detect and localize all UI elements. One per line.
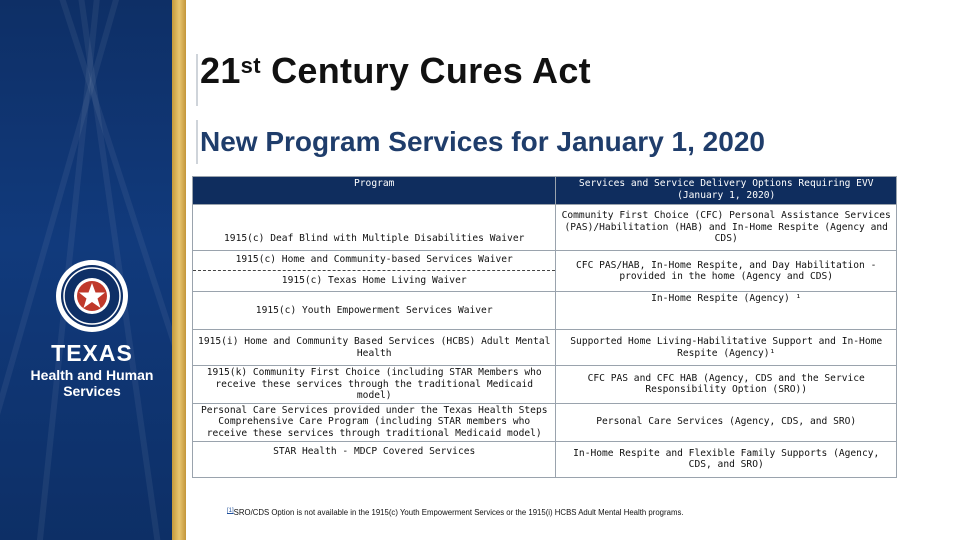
texas-seal-icon [54, 258, 130, 334]
program-cell: 1915(i) Home and Community Based Services (HCBS) Adult Mental Health [193, 330, 556, 366]
hhs-logo [22, 258, 162, 399]
table-header-row [193, 177, 897, 205]
table-row [193, 403, 897, 441]
program-cell: 1915(c) Deaf Blind with Multiple Disabilities Waiver [193, 205, 556, 251]
logo-text-line3: Services [63, 383, 121, 399]
table-row [193, 205, 897, 251]
program-cell: STAR Health - MDCP Covered Services [193, 441, 556, 477]
program-cell-b: 1915(c) Texas Home Living Waiver [193, 270, 555, 292]
program-cell: 1915(c) Youth Empowerment Services Waiver [193, 292, 556, 330]
logo-text-texas: TEXAS [51, 340, 133, 366]
services-cell: Supported Home Living-Habilitative Support and In-Home Respite (Agency)¹ [556, 330, 897, 366]
page-subtitle: New Program Services for January 1, 2020 [200, 126, 765, 157]
services-cell: In-Home Respite (Agency) ¹ [556, 292, 897, 330]
program-cell: 1915(k) Community First Choice (including STAR Members who receive these services through the traditional Medicaid model) [193, 366, 556, 404]
program-services-table [192, 176, 897, 478]
table-row [193, 330, 897, 366]
logo-text-line2: Health and Human [30, 367, 154, 383]
services-cell: CFC PAS/HAB, In-Home Respite, and Day Habilitation - provided in the home (Agency and CDS) [556, 251, 897, 292]
services-cell: Personal Care Services (Agency, CDS, and SRO) [556, 403, 897, 441]
table-row [193, 441, 897, 477]
table-row [193, 366, 897, 404]
footnote-text: SRO/CDS Option is not available in the 1915(c) Youth Empowerment Services or the 1915(i) HCBS Adult Mental Health programs. [233, 508, 684, 517]
footnote-marker[interactable]: [1] [227, 508, 234, 514]
program-cell-a: 1915(c) Home and Community-based Services Waiver [235, 254, 513, 265]
table-row [193, 292, 897, 330]
footnote [227, 508, 684, 517]
sidebar-panel [0, 0, 180, 540]
services-cell: Community First Choice (CFC) Personal Assistance Services (PAS)/Habilitation (HAB) and In-Home Respite (Agency and CDS) [556, 205, 897, 251]
header-services: Services and Service Delivery Options Requiring EVV (January 1, 2020) [556, 177, 897, 205]
program-cell [193, 251, 556, 292]
table-row [193, 251, 897, 292]
program-cell: Personal Care Services provided under the Texas Health Steps Comprehensive Care Program (including STAR members who receive these services through traditional Medicaid model) [193, 403, 556, 441]
services-cell: CFC PAS and CFC HAB (Agency, CDS and the Service Responsibility Option (SRO)) [556, 366, 897, 404]
page-title: 21st Century Cures Act [200, 50, 591, 91]
services-cell: In-Home Respite and Flexible Family Supports (Agency, CDS, and SRO) [556, 441, 897, 477]
title-rule [196, 54, 198, 106]
header-program: Program [193, 177, 556, 205]
subtitle-rule [196, 120, 198, 164]
